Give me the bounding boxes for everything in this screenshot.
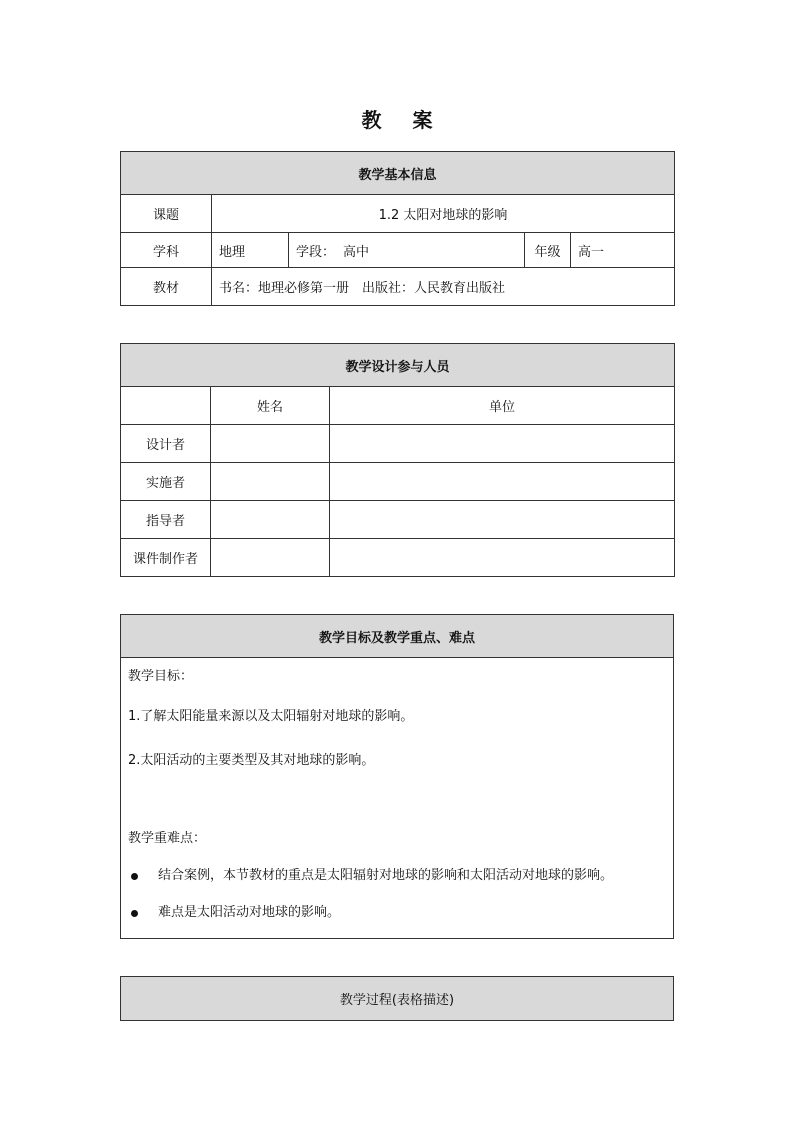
goals-header: 教学目标及教学重点、难点 (121, 615, 674, 658)
goal-item-1: 1.了解太阳能量来源以及太阳辐射对地球的影响。 (128, 709, 414, 724)
topic-value: 1.2 太阳对地球的影响 (212, 195, 675, 233)
stage-label: 学段： (296, 244, 336, 260)
staff-corner-cell (121, 387, 211, 425)
process-table (120, 976, 674, 1021)
basic-info-header: 教学基本信息 (121, 152, 675, 195)
column-name-header: 姓名 (211, 387, 330, 425)
topic-label: 课题 (121, 195, 212, 233)
staff-unit-cell (330, 425, 675, 463)
subject-label: 学科 (121, 233, 212, 268)
document-title: 教 案 (361, 108, 445, 132)
staff-name-cell (211, 425, 330, 463)
stage-cell (289, 233, 525, 268)
textbook-label: 教材 (121, 268, 212, 306)
key-point-text: 结合案例，本节教材的重点是太阳辐射对地球的影响和太阳活动对地球的影响。 (158, 868, 614, 883)
basic-info-table (120, 151, 675, 306)
staff-unit-cell (330, 463, 675, 501)
key-point-item-1 (128, 865, 666, 887)
staff-role-advisor: 指导者 (121, 501, 211, 539)
bullet-icon (131, 910, 138, 917)
staff-role-courseware-maker: 课件制作者 (121, 539, 211, 577)
stage-value: 高中 (343, 244, 370, 260)
key-point-text: 难点是太阳活动对地球的影响。 (158, 905, 341, 920)
key-points-label: 教学重难点： (128, 831, 207, 846)
goals-content (121, 658, 674, 939)
goals-table (120, 614, 674, 939)
bullet-icon (131, 873, 138, 880)
subject-value: 地理 (212, 233, 289, 268)
staff-header: 教学设计参与人员 (121, 344, 675, 387)
key-point-item-2 (128, 902, 666, 924)
staff-role-designer: 设计者 (121, 425, 211, 463)
textbook-value: 书名：地理必修第一册 出版社：人民教育出版社 (212, 268, 675, 306)
grade-value: 高一 (571, 233, 675, 268)
column-unit-header: 单位 (330, 387, 675, 425)
staff-unit-cell (330, 501, 675, 539)
staff-name-cell (211, 539, 330, 577)
grade-label: 年级 (525, 233, 571, 268)
staff-role-implementer: 实施者 (121, 463, 211, 501)
staff-table (120, 343, 675, 577)
staff-name-cell (211, 501, 330, 539)
goal-item-2: 2.太阳活动的主要类型及其对地球的影响。 (128, 753, 375, 768)
staff-unit-cell (330, 539, 675, 577)
staff-name-cell (211, 463, 330, 501)
process-header: 教学过程(表格描述) (121, 977, 674, 1021)
goals-label: 教学目标： (128, 669, 194, 684)
